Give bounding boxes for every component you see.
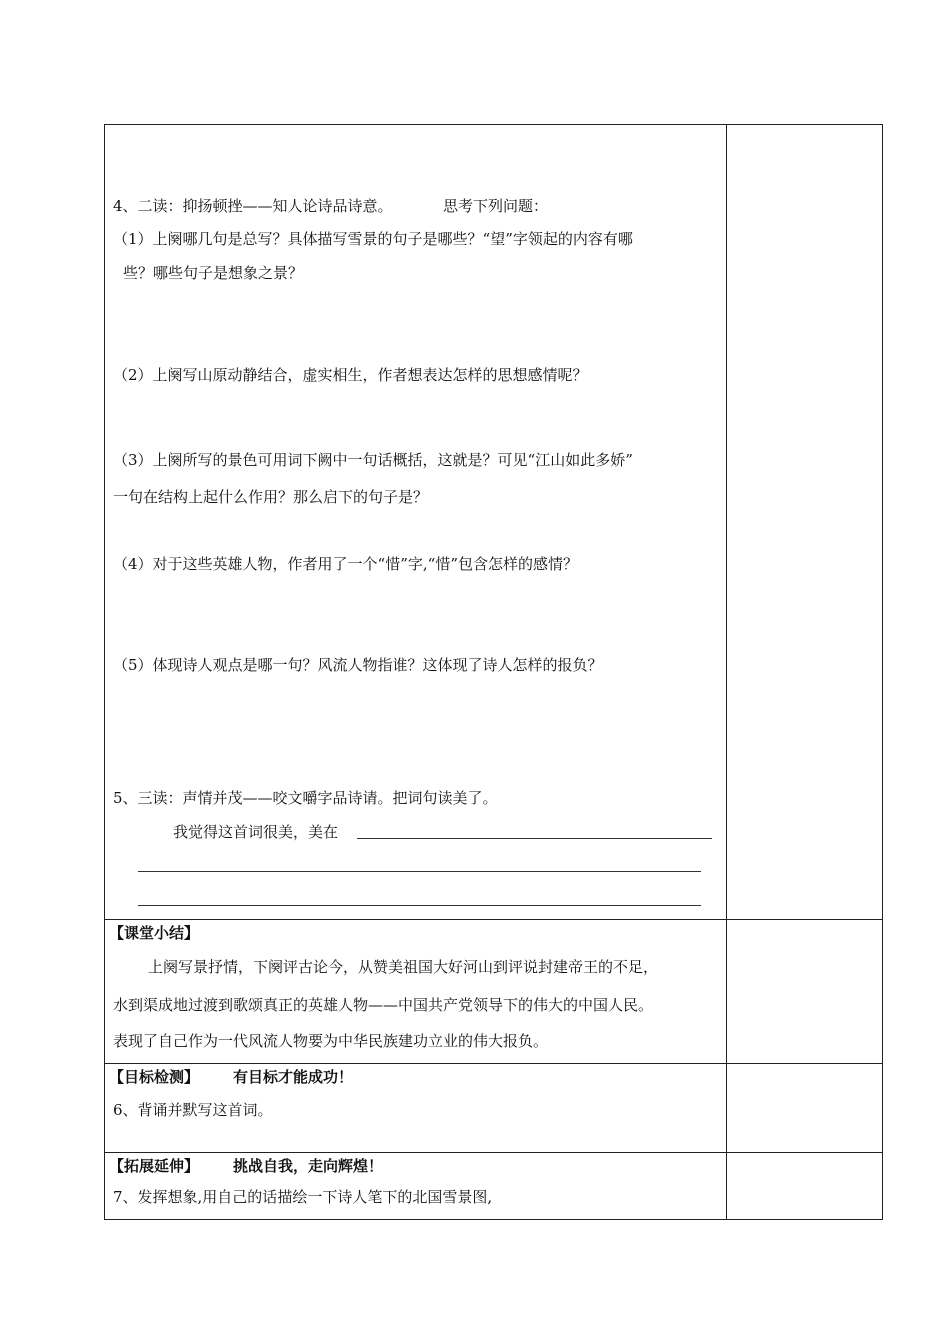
section4-instruction: 思考下列问题：	[443, 197, 549, 215]
question-1-line-2: 些？哪些句子是想象之景？	[123, 264, 304, 282]
question-2: （2）上阕写山原动静结合，虚实相生，作者想表达怎样的思想感情呢？	[113, 366, 588, 384]
section5-prompt: 我觉得这首词很美，美在	[173, 823, 339, 841]
row-divider	[105, 1152, 882, 1153]
summary-line-2: 水到渠成地过渡到歌颂真正的英雄人物——中国共产党领导下的伟大的中国人民。	[113, 996, 654, 1014]
extension-item: 7、发挥想象,用自己的话描绘一下诗人笔下的北国雪景图,	[113, 1188, 493, 1206]
worksheet-table	[104, 124, 883, 1220]
question-1-line-1: （1）上阕哪几句是总写？具体描写雪景的句子是哪些？“望”字领起的内容有哪	[113, 230, 633, 248]
question-3-line-1: （3）上阕所写的景色可用词下阙中一句话概括，这就是？可见“江山如此多娇”	[113, 451, 633, 469]
section5-heading: 5、三读：声情并茂——咬文嚼字品诗请。把词句读美了。	[113, 789, 498, 807]
answer-blank-line-1[interactable]	[357, 838, 712, 839]
section4-heading: 4、二读：抑扬顿挫——知人论诗品诗意。	[113, 197, 393, 215]
row-divider	[105, 919, 882, 920]
question-3-line-2: 一句在结构上起什么作用？那么启下的句子是？	[113, 488, 429, 506]
goal-check-title: 【目标检测】	[109, 1068, 200, 1086]
question-4: （4）对于这些英雄人物，作者用了一个“惜”字,“惜”包含怎样的感情？	[113, 555, 578, 573]
summary-line-1: 上阕写景抒情，下阕评古论今，从赞美祖国大好河山到评说封建帝王的不足，	[148, 958, 659, 976]
answer-blank-line-3[interactable]	[138, 905, 701, 906]
extension-title: 【拓展延伸】	[109, 1157, 200, 1175]
notes-column-divider	[726, 125, 727, 1219]
extension-slogan: 挑战自我，走向辉煌！	[233, 1157, 384, 1175]
goal-check-slogan: 有目标才能成功！	[233, 1068, 354, 1086]
summary-line-3: 表现了自己作为一代风流人物要为中华民族建功立业的伟大报负。	[113, 1032, 549, 1050]
row-divider	[105, 1063, 882, 1064]
summary-title: 【课堂小结】	[109, 924, 200, 942]
answer-blank-line-2[interactable]	[138, 871, 701, 872]
question-5: （5）体现诗人观点是哪一句？风流人物指谁？这体现了诗人怎样的报负？	[113, 656, 603, 674]
goal-check-item: 6、背诵并默写这首词。	[113, 1101, 273, 1119]
